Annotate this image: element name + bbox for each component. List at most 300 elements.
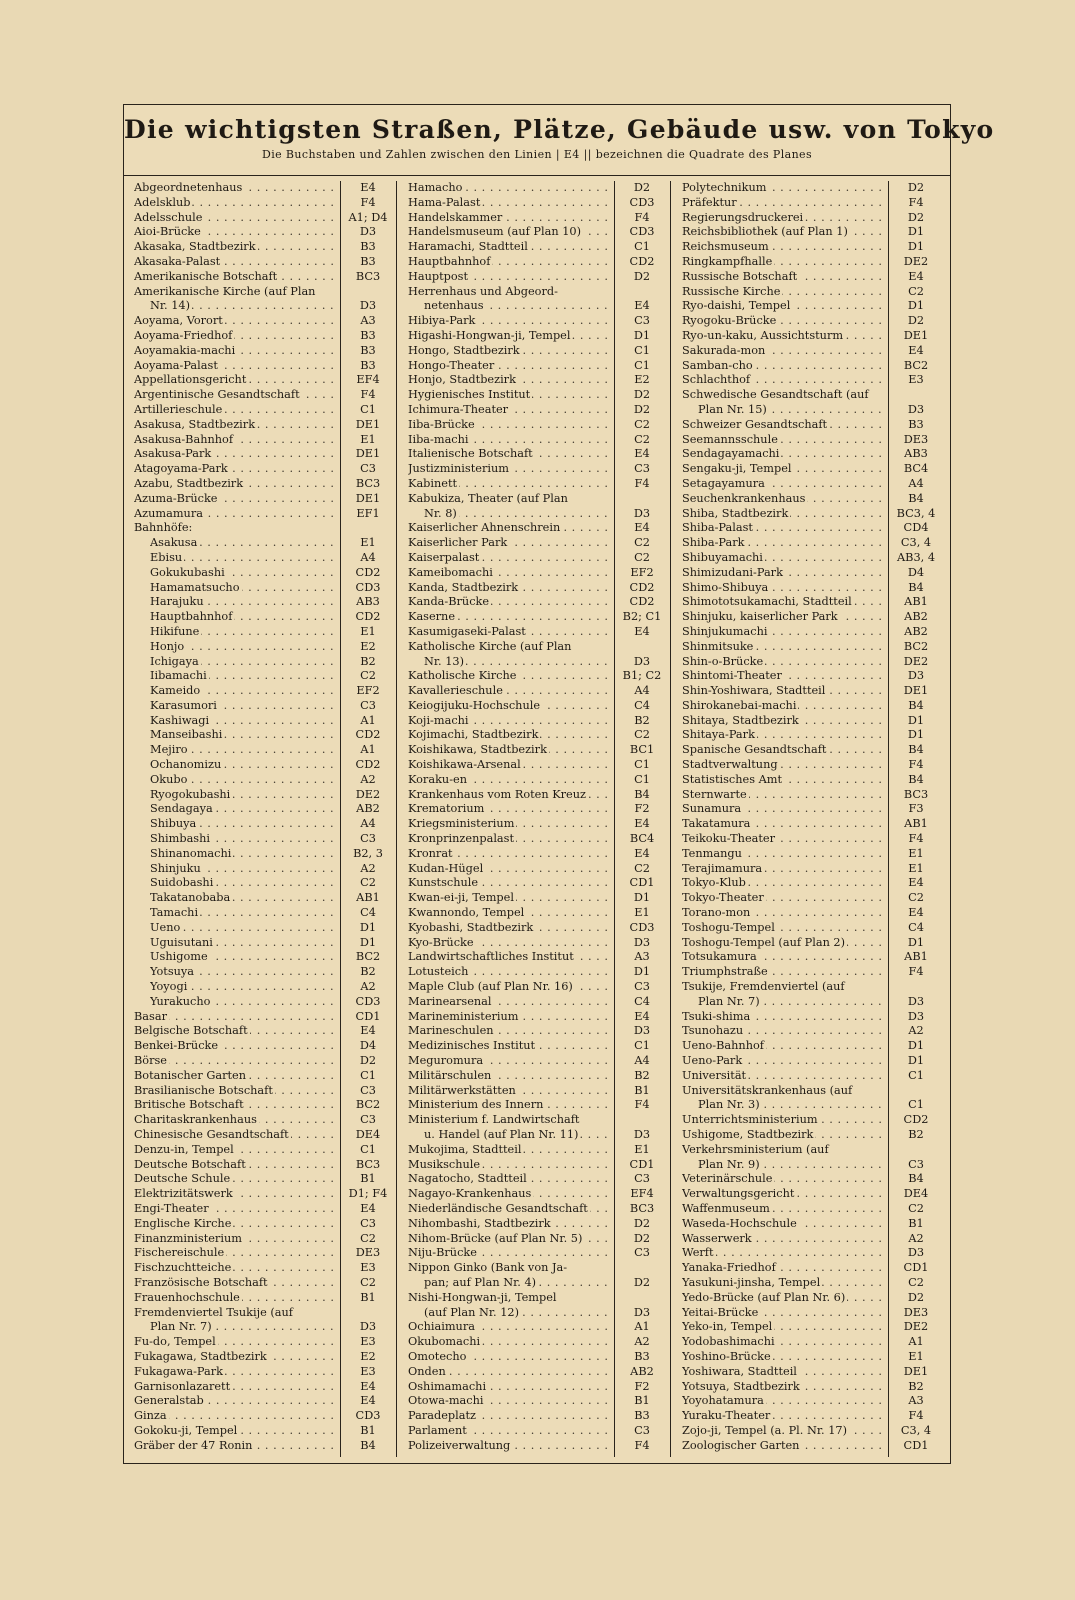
entry-name-cell xyxy=(150,950,339,965)
entry-name-cell xyxy=(408,373,613,388)
index-entry xyxy=(682,950,944,965)
entry-grid-code: B4 xyxy=(908,1172,924,1186)
entry-name-cell xyxy=(408,936,613,951)
entry-grid-code: B1; C2 xyxy=(622,669,662,683)
entry-name: Sengaku-ji, Tempel xyxy=(682,462,792,476)
entry-name: Kwan-ei-ji, Tempel xyxy=(408,891,514,905)
entry-name: Aoyama-Friedhof xyxy=(134,328,233,342)
entry-name: Takatamura xyxy=(682,817,751,831)
index-entry xyxy=(134,581,396,596)
index-entry xyxy=(682,788,944,803)
index-entry xyxy=(134,995,396,1010)
entry-grid-code: E4 xyxy=(360,1201,376,1215)
entry-grid-code: D3 xyxy=(633,935,651,949)
entry-name: Adelsklub xyxy=(134,195,191,209)
entry-name: Yodobashimachi xyxy=(682,1335,775,1349)
entry-grid-code: B3 xyxy=(360,254,376,268)
entry-name-cell xyxy=(682,1143,887,1158)
entry-grid-code: DE1 xyxy=(903,684,929,698)
entry-name-cell xyxy=(682,1380,887,1395)
entry-name-cell xyxy=(408,1409,613,1424)
entry-name: Kanda-Brücke xyxy=(408,595,490,609)
entry-name: Sunamura xyxy=(682,802,742,816)
entry-grid-code: B3 xyxy=(908,417,924,431)
index-entry xyxy=(134,1054,396,1069)
entry-name: Yeko-in, Tempel xyxy=(682,1320,773,1334)
index-entry xyxy=(134,507,396,522)
entry-grid-code: B4 xyxy=(908,772,924,786)
entry-name-cell xyxy=(424,1306,613,1321)
entry-grid-code: B1 xyxy=(634,1394,650,1408)
entry-grid-code: F2 xyxy=(634,1379,650,1393)
entry-name-cell xyxy=(698,403,887,418)
entry-name-cell xyxy=(408,1039,613,1054)
entry-grid-code: CD2 xyxy=(355,565,381,579)
entry-name: Shirokanebai-machi xyxy=(682,698,797,712)
entry-name: Shimototsukamachi, Stadtteil xyxy=(682,595,852,609)
entry-name: Universität xyxy=(682,1068,747,1082)
entry-grid-code: E1 xyxy=(634,906,650,920)
entry-name: Hongo-Theater xyxy=(408,358,495,372)
entry-name: Yurakucho xyxy=(150,994,211,1008)
index-entry xyxy=(134,359,396,374)
entry-grid-code: DE1 xyxy=(355,417,381,431)
entry-name: Toshogu-Tempel (auf Plan 2) xyxy=(682,935,846,949)
entry-name-cell xyxy=(408,965,613,980)
entry-name: Nagayo-Krankenhaus xyxy=(408,1187,532,1201)
entry-name-cell xyxy=(682,521,887,536)
entry-name-cell xyxy=(134,1424,339,1439)
index-entry xyxy=(408,817,670,832)
index-entry xyxy=(134,1276,396,1291)
entry-name-cell xyxy=(682,1232,887,1247)
entry-name-cell xyxy=(682,507,887,522)
entry-name-cell xyxy=(134,1143,339,1158)
entry-name: Finanzministerium xyxy=(134,1231,242,1245)
entry-name: Reichsbibliothek (auf Plan 1) xyxy=(682,225,848,239)
entry-name-cell xyxy=(682,211,887,226)
entry-name-cell xyxy=(682,1113,887,1128)
entry-grid-code: B2; C1 xyxy=(622,610,662,624)
entry-name-cell xyxy=(408,566,613,581)
entry-grid-code: D3 xyxy=(359,1320,377,1334)
index-entry xyxy=(408,1291,670,1306)
index-entry xyxy=(134,1217,396,1232)
entry-grid-code: A1 xyxy=(634,1320,650,1334)
entry-grid-code: E1 xyxy=(634,1142,650,1156)
entry-name-cell xyxy=(134,1409,339,1424)
entry-name-cell xyxy=(682,270,887,285)
entry-name-cell xyxy=(408,344,613,359)
index-entry xyxy=(408,329,670,344)
entry-grid-code: D3 xyxy=(907,1246,925,1260)
entry-name-cell xyxy=(408,1113,613,1128)
entry-name-cell xyxy=(134,211,339,226)
entry-name-cell xyxy=(408,1187,613,1202)
entry-name: Militärwerkstätten xyxy=(408,1083,516,1097)
index-entry xyxy=(682,1439,944,1454)
entry-name-cell xyxy=(682,1039,887,1054)
index-entry xyxy=(682,566,944,581)
index-entry xyxy=(408,1380,670,1395)
index-entry xyxy=(682,847,944,862)
entry-name-cell xyxy=(134,344,339,359)
index-entry xyxy=(682,225,944,240)
entry-name-cell xyxy=(134,1024,339,1039)
entry-grid-code: EF4 xyxy=(356,373,380,387)
entry-name-cell xyxy=(408,536,613,551)
entry-name-cell xyxy=(408,773,613,788)
entry-name-cell xyxy=(408,862,613,877)
entry-grid-code: C4 xyxy=(634,698,650,712)
entry-grid-code: DE1 xyxy=(903,328,929,342)
entry-name-cell xyxy=(682,181,887,196)
index-entry xyxy=(682,1365,944,1380)
entry-name-cell xyxy=(682,950,887,965)
index-entry xyxy=(408,640,670,655)
entry-grid-code: E2 xyxy=(360,1349,376,1363)
entry-grid-code: C2 xyxy=(634,861,650,875)
index-entry xyxy=(134,329,396,344)
entry-name-cell xyxy=(150,566,339,581)
index-entry xyxy=(408,1054,670,1069)
index-entry xyxy=(682,359,944,374)
entry-grid-code: AB2 xyxy=(630,1364,654,1378)
entry-name-cell xyxy=(134,1232,339,1247)
entry-name-cell xyxy=(408,1217,613,1232)
entry-name: Seemannsschule xyxy=(682,432,778,446)
entry-name-cell xyxy=(682,581,887,596)
entry-name: Yeitai-Brücke xyxy=(682,1305,759,1319)
entry-name: Hamacho xyxy=(408,181,463,194)
entry-name: Kameibomachi xyxy=(408,565,493,579)
entry-name: Katholische Kirche (auf Plan xyxy=(408,639,572,653)
index-entry xyxy=(682,1394,944,1409)
entry-grid-code: A3 xyxy=(634,950,650,964)
entry-grid-code: D2 xyxy=(633,1275,651,1289)
index-entry xyxy=(682,1039,944,1054)
index-entry xyxy=(408,1202,670,1217)
entry-name: Paradeplatz xyxy=(408,1409,476,1423)
index-entry xyxy=(408,1306,670,1321)
entry-name-cell xyxy=(150,965,339,980)
entry-grid-code: AB1 xyxy=(904,817,928,831)
entry-grid-code: C2 xyxy=(360,669,376,683)
index-entry xyxy=(134,1394,396,1409)
entry-name: Yasukuni-jinsha, Tempel xyxy=(682,1275,821,1289)
index-entry xyxy=(134,373,396,388)
entry-name: Kasumigaseki-Palast xyxy=(408,624,526,638)
index-entry xyxy=(408,1024,670,1039)
entry-name: Yedo-Brücke (auf Plan Nr. 6) xyxy=(682,1290,846,1304)
entry-name-cell xyxy=(682,773,887,788)
index-entry xyxy=(682,240,944,255)
entry-name-cell xyxy=(408,418,613,433)
index-entry xyxy=(134,1232,396,1247)
index-entry xyxy=(408,536,670,551)
entry-name: Sakurada-mon xyxy=(682,343,766,357)
entry-grid-code: D2 xyxy=(907,314,925,328)
index-entry xyxy=(682,773,944,788)
index-entry xyxy=(134,832,396,847)
entry-grid-code: C2 xyxy=(908,891,924,905)
page-title: Die wichtigsten Straßen, Plätze, Gebäude usw. von Tokyo xyxy=(124,115,995,144)
entry-name: Kwannondo, Tempel xyxy=(408,906,525,920)
entry-name: Fischereischule xyxy=(134,1246,225,1260)
entry-grid-code: CD3 xyxy=(629,920,655,934)
index-entry xyxy=(134,728,396,743)
index-entry xyxy=(134,758,396,773)
entry-grid-code: BC3 xyxy=(903,787,929,801)
entry-name-cell xyxy=(698,995,887,1010)
entry-grid-code: BC3 xyxy=(355,1157,381,1171)
index-entry xyxy=(134,817,396,832)
entry-name-cell xyxy=(408,1202,613,1217)
entry-grid-code: C1 xyxy=(360,402,376,416)
entry-name-cell xyxy=(134,1187,339,1202)
entry-grid-code: C4 xyxy=(360,906,376,920)
entry-grid-code: DE2 xyxy=(903,1320,929,1334)
index-entry xyxy=(408,255,670,270)
entry-name: Totsukamura xyxy=(682,950,757,964)
index-entry xyxy=(408,581,670,596)
entry-grid-code: C1 xyxy=(634,772,650,786)
index-entry xyxy=(134,225,396,240)
entry-name: Terajimamura xyxy=(682,861,763,875)
entry-grid-code: E4 xyxy=(634,299,650,313)
entry-name-cell xyxy=(134,1350,339,1365)
entry-grid-code: C3 xyxy=(360,698,376,712)
index-entry xyxy=(134,1320,396,1335)
entry-name: Shimbashi xyxy=(150,832,210,846)
entry-grid-code: A2 xyxy=(908,1024,924,1038)
entry-name: Kriegsministerium xyxy=(408,817,515,831)
entry-name: Elektrizitätswerk xyxy=(134,1187,233,1201)
entry-grid-code: D3 xyxy=(633,506,651,520)
entry-name: Asakusa, Stadtbezirk xyxy=(134,417,256,431)
entry-name: Kyobashi, Stadtbezirk xyxy=(408,920,534,934)
index-entry xyxy=(682,551,944,566)
entry-name: Ryogokubashi xyxy=(150,787,231,801)
entry-name-cell xyxy=(408,359,613,374)
entry-name: Kabinett xyxy=(408,476,458,490)
entry-name-cell xyxy=(408,1232,613,1247)
index-entry xyxy=(682,595,944,610)
index-entry xyxy=(408,1439,670,1454)
entry-name-cell xyxy=(682,240,887,255)
entry-grid-code: D1 xyxy=(907,1054,925,1068)
entry-grid-code: E1 xyxy=(360,536,376,550)
index-entry xyxy=(408,1217,670,1232)
index-entry xyxy=(682,1232,944,1247)
entry-name-cell xyxy=(408,788,613,803)
entry-grid-code: CD3 xyxy=(629,225,655,239)
entry-grid-code: D4 xyxy=(907,565,925,579)
entry-grid-code: E4 xyxy=(360,181,376,194)
entry-name-cell xyxy=(134,1069,339,1084)
entry-name: Kameido xyxy=(150,684,201,698)
entry-grid-code: E4 xyxy=(634,624,650,638)
entry-name: Kashiwagi xyxy=(150,713,210,727)
entry-name-cell xyxy=(134,314,339,329)
entry-grid-code: D3 xyxy=(359,225,377,239)
entry-grid-code: E3 xyxy=(360,1261,376,1275)
entry-name-cell xyxy=(408,1246,613,1261)
entry-name-cell xyxy=(134,433,339,448)
entry-name-cell xyxy=(682,714,887,729)
index-entry xyxy=(408,492,670,507)
entry-name-cell xyxy=(682,758,887,773)
entry-name-cell xyxy=(134,181,339,196)
entry-name: Englische Kirche xyxy=(134,1216,232,1230)
entry-grid-code: D1 xyxy=(633,965,651,979)
entry-name: Ushigome xyxy=(150,950,208,964)
entry-grid-code: D2 xyxy=(359,1054,377,1068)
entry-name: Honjo xyxy=(150,639,185,653)
entry-grid-code: D1 xyxy=(907,299,925,313)
entry-name-cell xyxy=(408,1320,613,1335)
entry-name: Britische Botschaft xyxy=(134,1098,244,1112)
entry-grid-code: B2 xyxy=(634,713,650,727)
entry-name-cell xyxy=(682,1394,887,1409)
entry-name-cell xyxy=(408,1158,613,1173)
index-entry xyxy=(408,1246,670,1261)
entry-name-cell xyxy=(408,329,613,344)
entry-name-cell xyxy=(150,655,339,670)
entry-name-cell xyxy=(408,1380,613,1395)
entry-name-cell xyxy=(150,802,339,817)
entry-name: Setagayamura xyxy=(682,476,765,490)
entry-grid-code: C2 xyxy=(908,1275,924,1289)
index-entry xyxy=(134,1409,396,1424)
index-entry xyxy=(134,536,396,551)
entry-name: Plan Nr. 7) xyxy=(150,1320,212,1334)
entry-name: Okubo xyxy=(150,772,188,786)
index-entry xyxy=(134,1246,396,1261)
entry-name-cell xyxy=(682,684,887,699)
entry-grid-code: D2 xyxy=(633,269,651,283)
entry-name-cell xyxy=(408,1394,613,1409)
index-entry xyxy=(134,211,396,226)
entry-name-cell xyxy=(134,1335,339,1350)
entry-name-cell xyxy=(408,477,613,492)
index-entry xyxy=(134,876,396,891)
entry-name-cell xyxy=(408,1291,613,1306)
entry-name: Ministerium f. Landwirtschaft xyxy=(408,1113,580,1127)
entry-name-cell xyxy=(134,1276,339,1291)
entry-name: Deutsche Botschaft xyxy=(134,1157,246,1171)
entry-name: Marinearsenal xyxy=(408,994,492,1008)
entry-name-cell xyxy=(408,1084,613,1099)
entry-name: Unterrichtsministerium xyxy=(682,1113,818,1127)
entry-name-cell xyxy=(682,1335,887,1350)
index-entry xyxy=(408,847,670,862)
entry-name-cell xyxy=(408,610,613,625)
entry-grid-code: A4 xyxy=(360,817,376,831)
entry-grid-code: A1 xyxy=(360,713,376,727)
entry-name-cell xyxy=(134,1291,339,1306)
page-subtitle: Die Buchstaben und Zahlen zwischen den Linien | E4 || bezeichnen die Quadrate des Planes xyxy=(261,148,813,161)
entry-name: Shimo-Shibuya xyxy=(682,580,769,594)
entry-name: Kudan-Hügel xyxy=(408,861,484,875)
entry-name: Shitaya, Stadtbezirk xyxy=(682,713,799,727)
index-entry xyxy=(682,1276,944,1291)
entry-name: Aoyamakia-machi xyxy=(134,343,236,357)
entry-grid-code: AB2 xyxy=(904,610,928,624)
entry-name: Yoshino-Brücke xyxy=(682,1349,771,1363)
entry-grid-code: C2 xyxy=(360,876,376,890)
entry-name-cell xyxy=(408,433,613,448)
index-entry xyxy=(408,980,670,995)
entry-name-cell xyxy=(150,921,339,936)
entry-grid-code: EF1 xyxy=(356,506,380,520)
entry-grid-code: A3 xyxy=(908,1394,924,1408)
entry-name: Botanischer Garten xyxy=(134,1068,247,1082)
entry-grid-code: D3 xyxy=(907,402,925,416)
entry-name: Hama-Palast xyxy=(408,195,481,209)
entry-grid-code: C1 xyxy=(634,343,650,357)
entry-grid-code: B4 xyxy=(908,698,924,712)
index-entry xyxy=(134,669,396,684)
entry-name-cell xyxy=(682,906,887,921)
entry-name: Otowa-machi xyxy=(408,1394,484,1408)
index-entry xyxy=(134,1039,396,1054)
entry-name-cell xyxy=(408,950,613,965)
entry-name-cell xyxy=(134,1128,339,1143)
index-entry xyxy=(408,1187,670,1202)
index-entry xyxy=(408,270,670,285)
index-entry xyxy=(682,1335,944,1350)
entry-grid-code: C3 xyxy=(634,1246,650,1260)
entry-name: Handelskammer xyxy=(408,210,503,224)
entry-name-cell xyxy=(134,1217,339,1232)
entry-name: Bahnhöfe: xyxy=(134,521,193,535)
entry-name: Plan Nr. 7) xyxy=(698,994,760,1008)
entry-name-cell xyxy=(408,980,613,995)
entry-grid-code: D3 xyxy=(907,669,925,683)
entry-grid-code: B4 xyxy=(360,1438,376,1452)
entry-name: Omotecho xyxy=(408,1349,467,1363)
entry-name: Harajuku xyxy=(150,595,204,609)
entry-name: Kanda, Stadtbezirk xyxy=(408,580,519,594)
entry-name-cell xyxy=(150,684,339,699)
entry-name-cell xyxy=(150,891,339,906)
entry-grid-code: D1 xyxy=(907,728,925,742)
entry-name-cell xyxy=(682,1350,887,1365)
entry-name-cell xyxy=(682,728,887,743)
index-entry xyxy=(682,891,944,906)
entry-name-cell xyxy=(150,936,339,951)
entry-name-cell xyxy=(408,1069,613,1084)
index-entry xyxy=(408,1010,670,1025)
index-entry xyxy=(682,462,944,477)
index-entry xyxy=(682,684,944,699)
entry-name-cell xyxy=(150,847,339,862)
entry-name-cell xyxy=(682,1128,887,1143)
entry-name-cell xyxy=(150,980,339,995)
index-columns xyxy=(124,181,950,1459)
entry-name: Benkei-Brücke xyxy=(134,1039,219,1053)
entry-grid-code: DE3 xyxy=(903,432,929,446)
entry-grid-code: D3 xyxy=(633,1128,651,1141)
index-column-3 xyxy=(682,181,944,1459)
entry-grid-code: B4 xyxy=(908,491,924,505)
entry-name-cell xyxy=(682,1217,887,1232)
index-entry xyxy=(408,1128,670,1143)
entry-name-cell xyxy=(134,329,339,344)
entry-name-cell xyxy=(682,669,887,684)
entry-name-cell xyxy=(408,891,613,906)
